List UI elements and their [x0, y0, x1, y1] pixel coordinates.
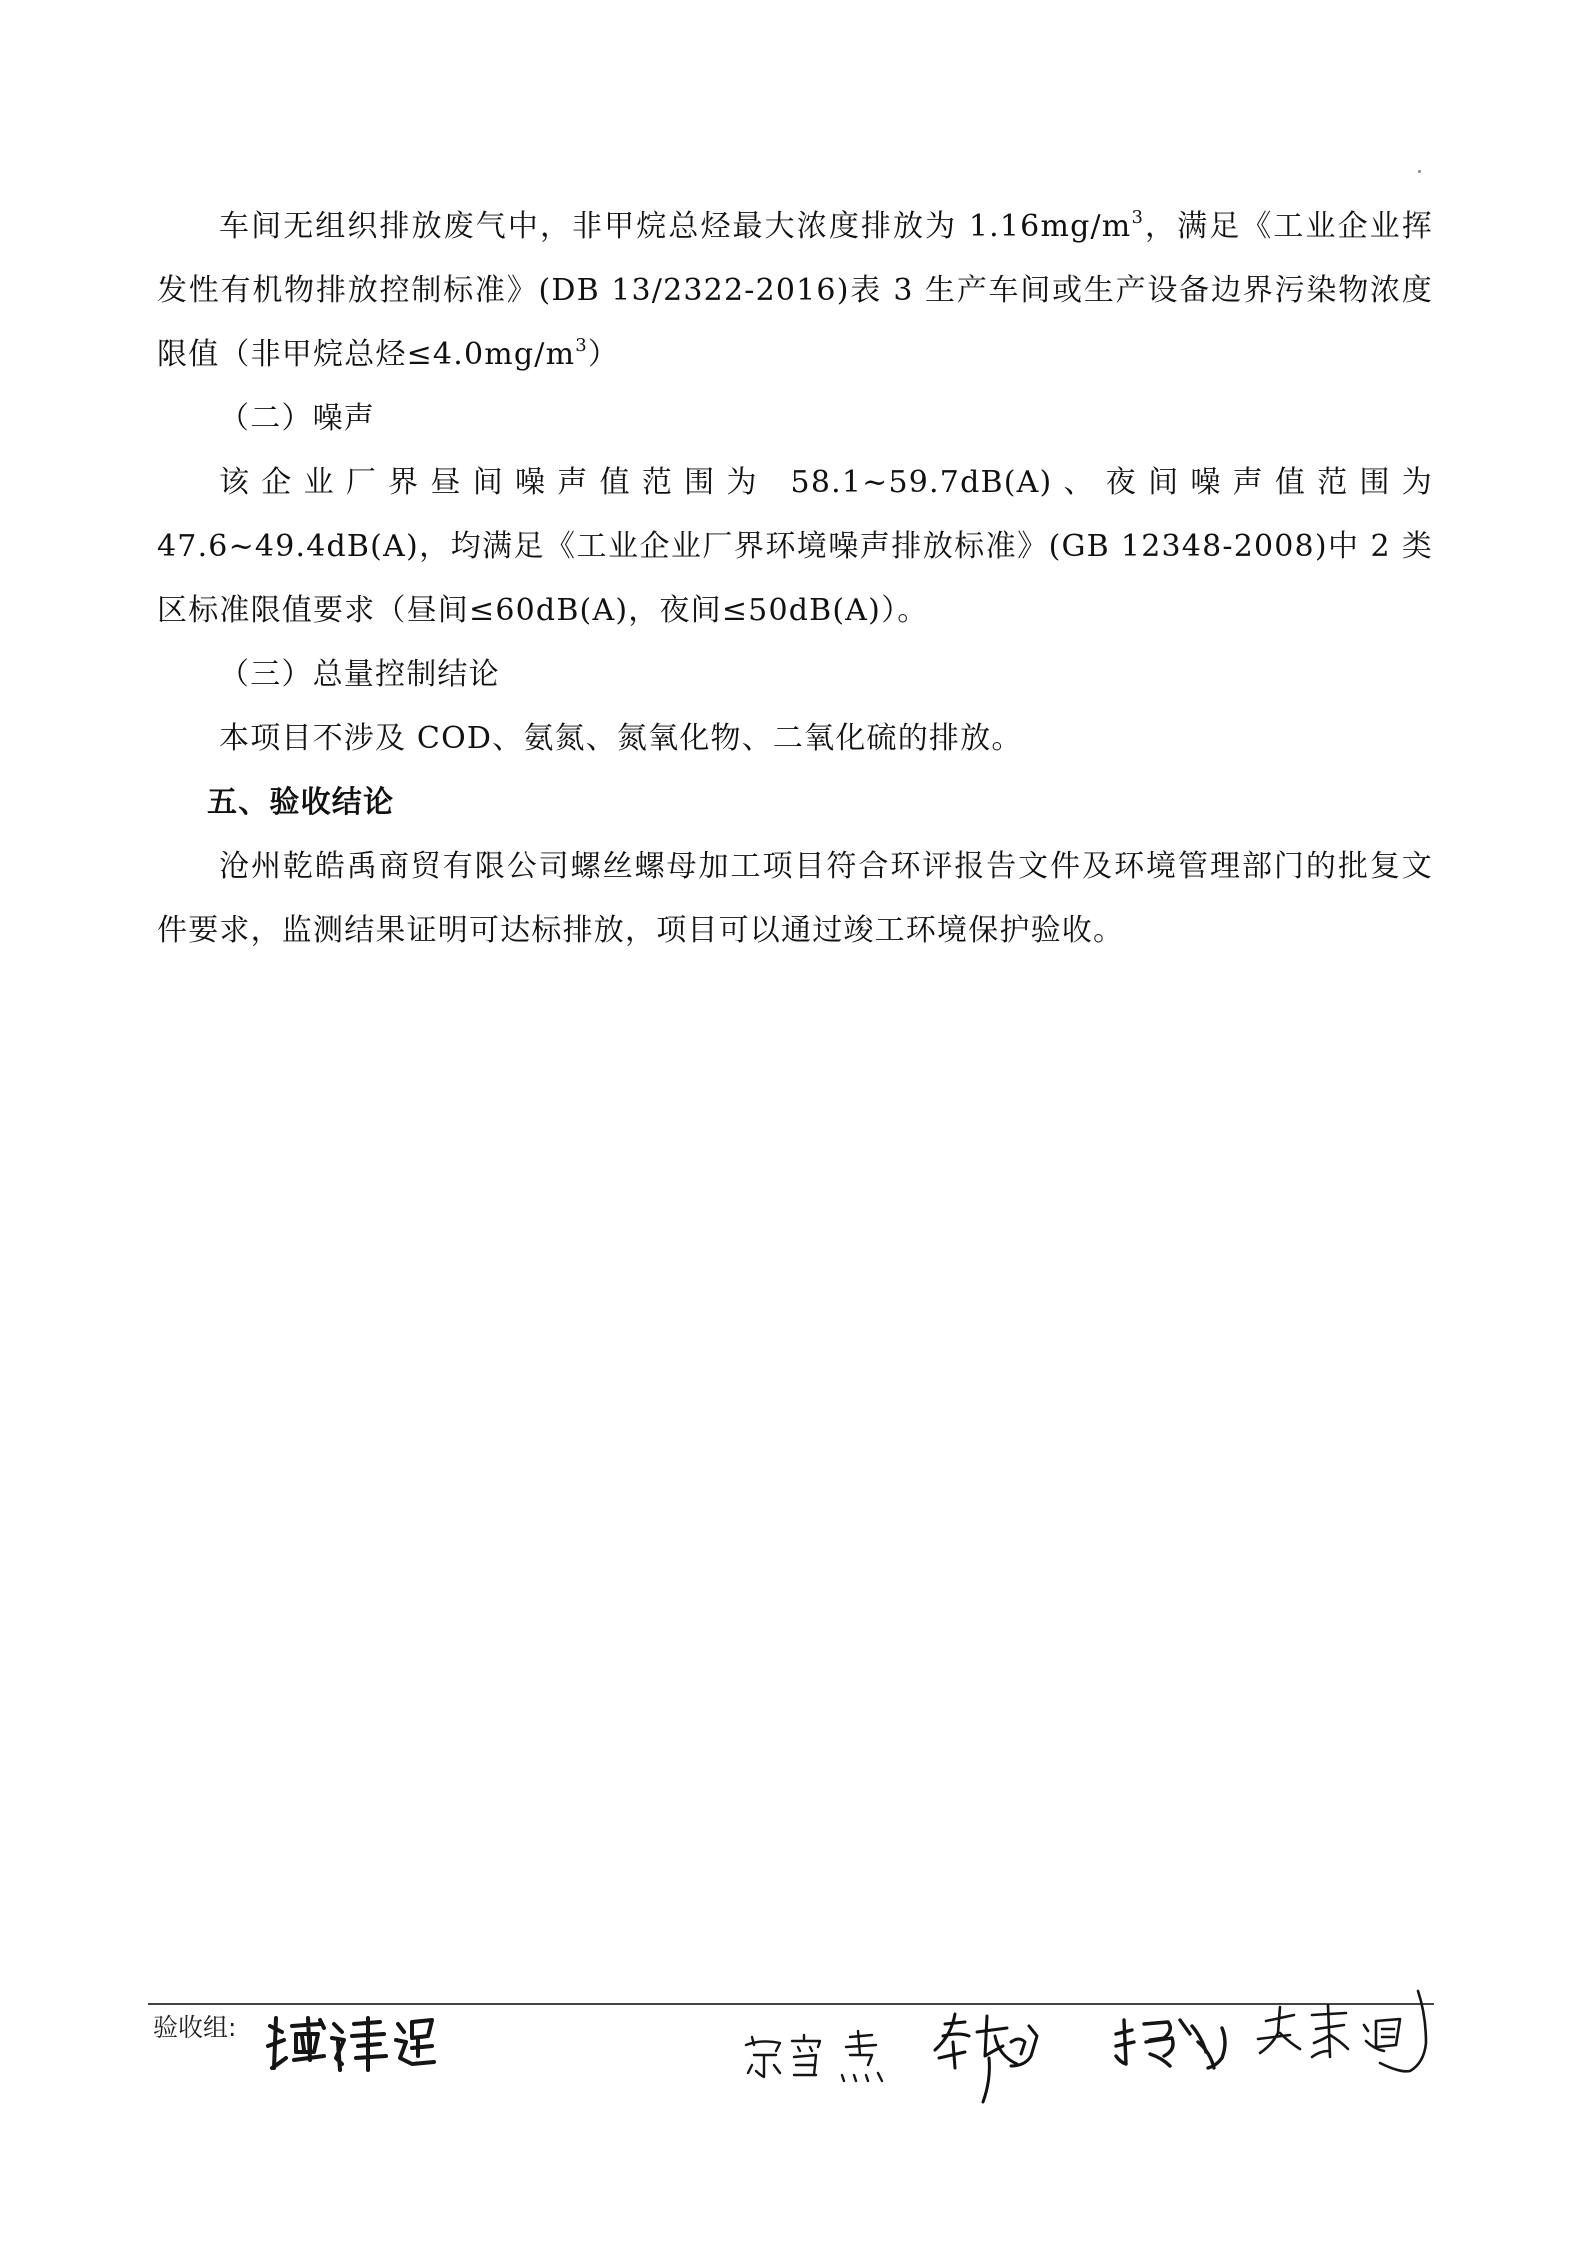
handwritten-signature-5: [1250, 1985, 1450, 2077]
exhaust-text-3: ）: [587, 337, 620, 372]
handwritten-signature-4: [1110, 2012, 1238, 2078]
superscript-cubic: 3: [1131, 207, 1145, 228]
handwritten-signature-1: [262, 2012, 440, 2074]
noise-heading: （二）噪声: [219, 401, 375, 436]
noise-paragraph: 该企业厂界昼间噪声值范围为 58.1~59.7dB(A)、夜间噪声值范围为 47.6~49.4dB(A)，均满足《工业企业厂界环境噪声排放标准》(GB 12348-2008)中 2 类区标准限值要求（昼间≤60dB(A)，夜间≤50dB(A)）。: [157, 465, 1433, 628]
exhaust-gas-paragraph: [157, 195, 1433, 387]
acceptance-conclusion-heading: 五、验收结论: [207, 785, 395, 820]
signature-label: 验收组:: [153, 2013, 237, 2042]
acceptance-conclusion-paragraph: 沧州乾皓禹商贸有限公司螺丝螺母加工项目符合环评报告文件及环境管理部门的批复文件要求，监测结果证明可达标排放，项目可以通过竣工环境保护验收。: [157, 849, 1433, 948]
handwritten-signature-3: [925, 2006, 1065, 2106]
exhaust-text-2: ，满足《工业企业挥发性有机物排放控制标准》(DB 13/2322-2016)表 3 生产车间或生产设备边界污染物浓度限值（非甲烷总烃≤4.0mg/m: [157, 209, 1433, 372]
document-body: [157, 195, 1433, 963]
scan-dot: [1418, 170, 1421, 173]
handwritten-signature-2: [740, 2025, 920, 2085]
total-control-paragraph: 本项目不涉及 COD、氨氮、氮氧化物、二氧化硫的排放。: [219, 721, 1023, 756]
superscript-cubic: 3: [575, 335, 588, 356]
exhaust-text-1: 车间无组织排放废气中，非甲烷总烃最大浓度排放为 1.16mg/m: [219, 209, 1132, 244]
signature-line: [148, 2003, 1434, 2005]
total-control-heading: （三）总量控制结论: [219, 657, 500, 692]
